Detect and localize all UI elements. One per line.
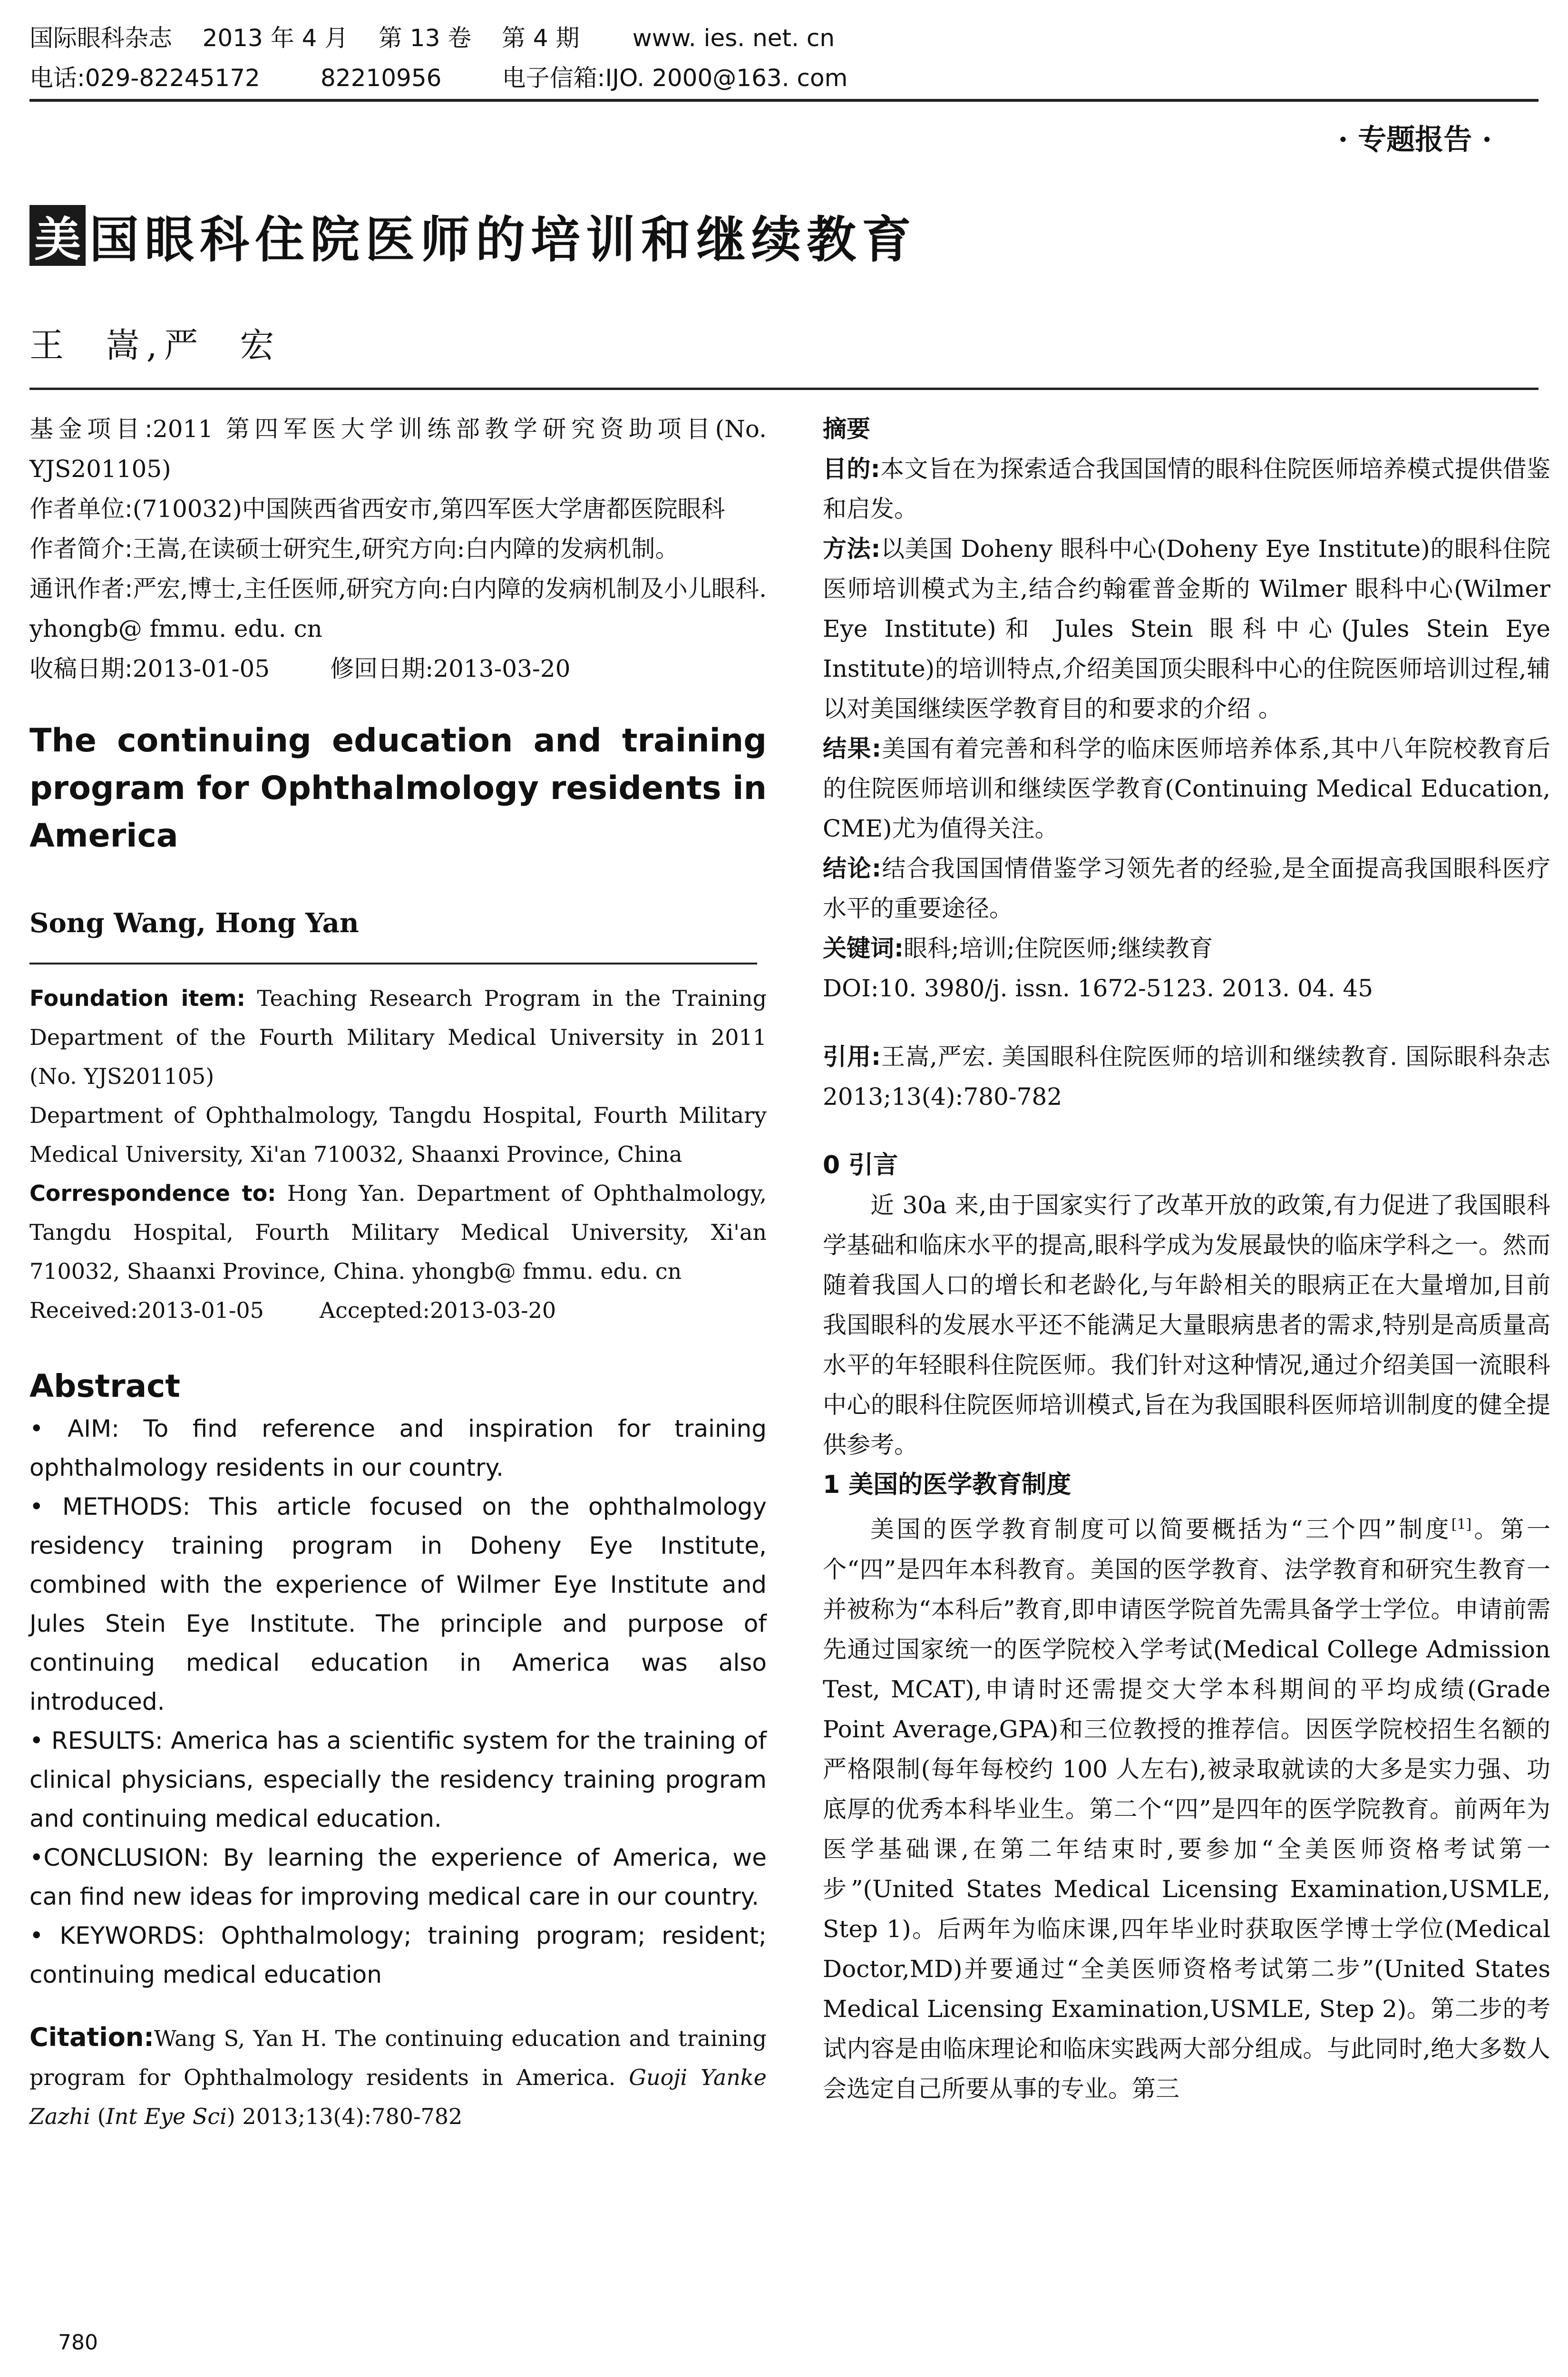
section-tag: · 专题报告 · [1338,123,1492,156]
section-0-heading: 0 引言 [823,1151,898,1179]
english-title: The continuing education and training program for Ophthalmology residents in America [29,722,767,855]
en-department: Department of Ophthalmology, Tangdu Hospital, Fourth Military Medical University, Xi'an 710032, Shaanxi Province, China [29,1102,767,1167]
english-info-block [29,979,767,1330]
info-affiliation: 作者单位:(710032)中国陕西省西安市,第四军医大学唐都医院眼科 [29,495,725,523]
english-authors: Song Wang, Hong Yan [29,907,359,939]
citation-cn: 引用:王嵩,严宏. 美国眼科住院医师的培训和继续教育. 国际眼科杂志 2013;13(4):780-782 [823,1043,1550,1111]
abstract-en [29,1409,767,1994]
abstract-keywords: • KEYWORDS: Ophthalmology; training program; resident; continuing medical education [29,1922,767,1988]
english-authors-rule [29,963,757,964]
en-correspondence: Correspondence to: Hong Yan. Department of Ophthalmology, Tangdu Hospital, Fourth Military Medical University, Xi'an 710032, Shaanxi Province, China. yhongb@ fmmu. edu. cn [29,1180,767,1284]
abstract-conclusion: •CONCLUSION: By learning the experience of America, we can find new ideas for improving medical care in our country. [29,1844,767,1910]
abstract-results: • RESULTS: America has a scientific system for the training of clinical physicians, especially the residency training program and continuing medical education. [29,1727,767,1832]
info-dates: 收稿日期:2013-01-05 修回日期:2013-03-20 [29,655,571,682]
section-0-text: 近 30a 来,由于国家实行了改革开放的政策,有力促进了我国眼科学基础和临床水平的提高,眼科学成为发展最快的临床学科之一。然而随着我国人口的增长和老龄化,与年龄相关的眼病正在大量增加,目前我国眼科的发展水平还不能满足大量眼病患者的需求,特别是高质量高水平的年轻眼科住院医师。我们针对这种情况,通过介绍美国一流眼科中心的眼科住院医师培训模式,旨在为我国眼科医师培训制度的健全提供参考。 [823,1191,1550,1459]
section-1-text: 美国的医学教育制度可以简要概括为“三个四”制度[1]。第一个“四”是四年本科教育。美国的医学教育、法学教育和研究生教育一并被称为“本科后”教育,即申请医学院首先需具备学士学位。申请前需先通过国家统一的医学院校入学考试(Medical College Admission Test, MCAT),申请时还需提交大学本科期间的平均成绩(Grade Point Average,GPA)和三位教授的推荐信。因医学院校招生名额的严格限制(每年每校约 100 人左右),被录取就读的大多是实力强、功底厚的优秀本科毕业生。第二个“四”是四年的医学院教育。前两年为医学基础课,在第二年结束时,要参加“全美医师资格考试第一步”(United States Medical Licensing Examination,USMLE, Step 1)。后两年为临床课,四年毕业时获取医学博士学位(Medical Doctor,MD)并要通过“全美医师资格考试第二步”(United States Medical Licensing Examination,USMLE, Step 2)。第二步的考试内容是由临床理论和临床实践两大部分组成。与此同时,绝大多数人会选定自己所要从事的专业。第三 [823,1515,1551,2103]
abstract-methods: • METHODS: This article focused on the ophthalmology residency training program in Doheny Eye Institute, combined with the experience of Wilmer Eye Institute and Jules Stein Eye Institute. The principle and purpose of continuing medical education in America was also introduced. [29,1493,767,1715]
title-text: 国眼科住院医师的培训和继续教育 [89,211,917,269]
info-author-bio: 作者简介:王嵩,在读硕士研究生,研究方向:白内障的发病机制。 [29,535,679,563]
abstract-heading-cn: 摘要 [823,415,870,443]
abstract-cn-keywords: 关键词:眼科;培训;住院医师;继续教育 [823,935,1213,962]
en-dates: Received:2013-01-05 Accepted:2013-03-20 [29,1297,556,1323]
abstract-heading-en: Abstract [29,1368,180,1404]
title-initial-block: 美 [29,205,86,266]
journal-header-line1: 国际眼科杂志 2013 年 4 月 第 13 卷 第 4 期 www. ies. net. cn [29,24,835,52]
left-column [29,409,767,2136]
citation-en: Citation:Wang S, Yan H. The continuing education and training program for Ophthalmology residents in America. Guoji Yanke Zazhi (Int Eye Sci) 2013;13(4):780-782 [29,2022,767,2129]
doi: DOI:10. 3980/j. issn. 1672-5123. 2013. 04. 45 [823,974,1373,1002]
info-funding: 基金项目:2011 第四军医大学训练部教学研究资助项目(No. YJS201105) [29,415,767,483]
abstract-cn-methods: 方法:以美国 Doheny 眼科中心(Doheny Eye Institute)的眼科住院医师培训模式为主,结合约翰霍普金斯的 Wilmer 眼科中心(Wilmer Eye Institute)和 Jules Stein 眼科中心(Jules Stein Eye Institute)的培训特点,介绍美国顶尖眼科中心的住院医师培训过程,辅以对美国继续医学教育目的和要求的介绍 。 [823,535,1551,722]
abstract-cn-results: 结果:美国有着完善和科学的临床医师培养体系,其中八年院校教育后的住院医师培训和继续医学教育(Continuing Medical Education, CME)尤为值得关注。 [823,735,1550,842]
authors-chinese: 王 嵩,严 宏 [29,325,281,365]
abstract-cn-conclusion: 结论:结合我国国情借鉴学习领先者的经验,是全面提高我国眼科医疗水平的重要途径。 [823,855,1550,922]
article-title [29,200,917,271]
title-rule [29,388,1539,390]
info-corresponding-author: 通讯作者:严宏,博士,主任医师,研究方向:白内障的发病机制及小儿眼科. yhongb@ fmmu. edu. cn [29,575,767,643]
en-foundation-item: Foundation item: Teaching Research Program in the Training Department of the Fourth Military Medical University in 2011 (No. YJS201105) [29,985,767,1089]
page-number: 780 [58,2330,98,2355]
header-rule [29,99,1539,102]
section-1-heading: 1 美国的医学教育制度 [823,1471,1071,1499]
abstract-cn-objective: 目的:本文旨在为探索适合我国国情的眼科住院医师培养模式提供借鉴和启发。 [823,455,1551,523]
journal-header-line2: 电话:029-82245172 82210956 电子信箱:IJO. 2000@163. com [29,64,848,92]
funding-info-block [29,409,767,689]
abstract-aim: • AIM: To find reference and inspiration for training ophthalmology residents in our country. [29,1415,767,1481]
right-column [823,409,1550,2109]
reference-marker[interactable]: [1] [1451,1516,1472,1533]
